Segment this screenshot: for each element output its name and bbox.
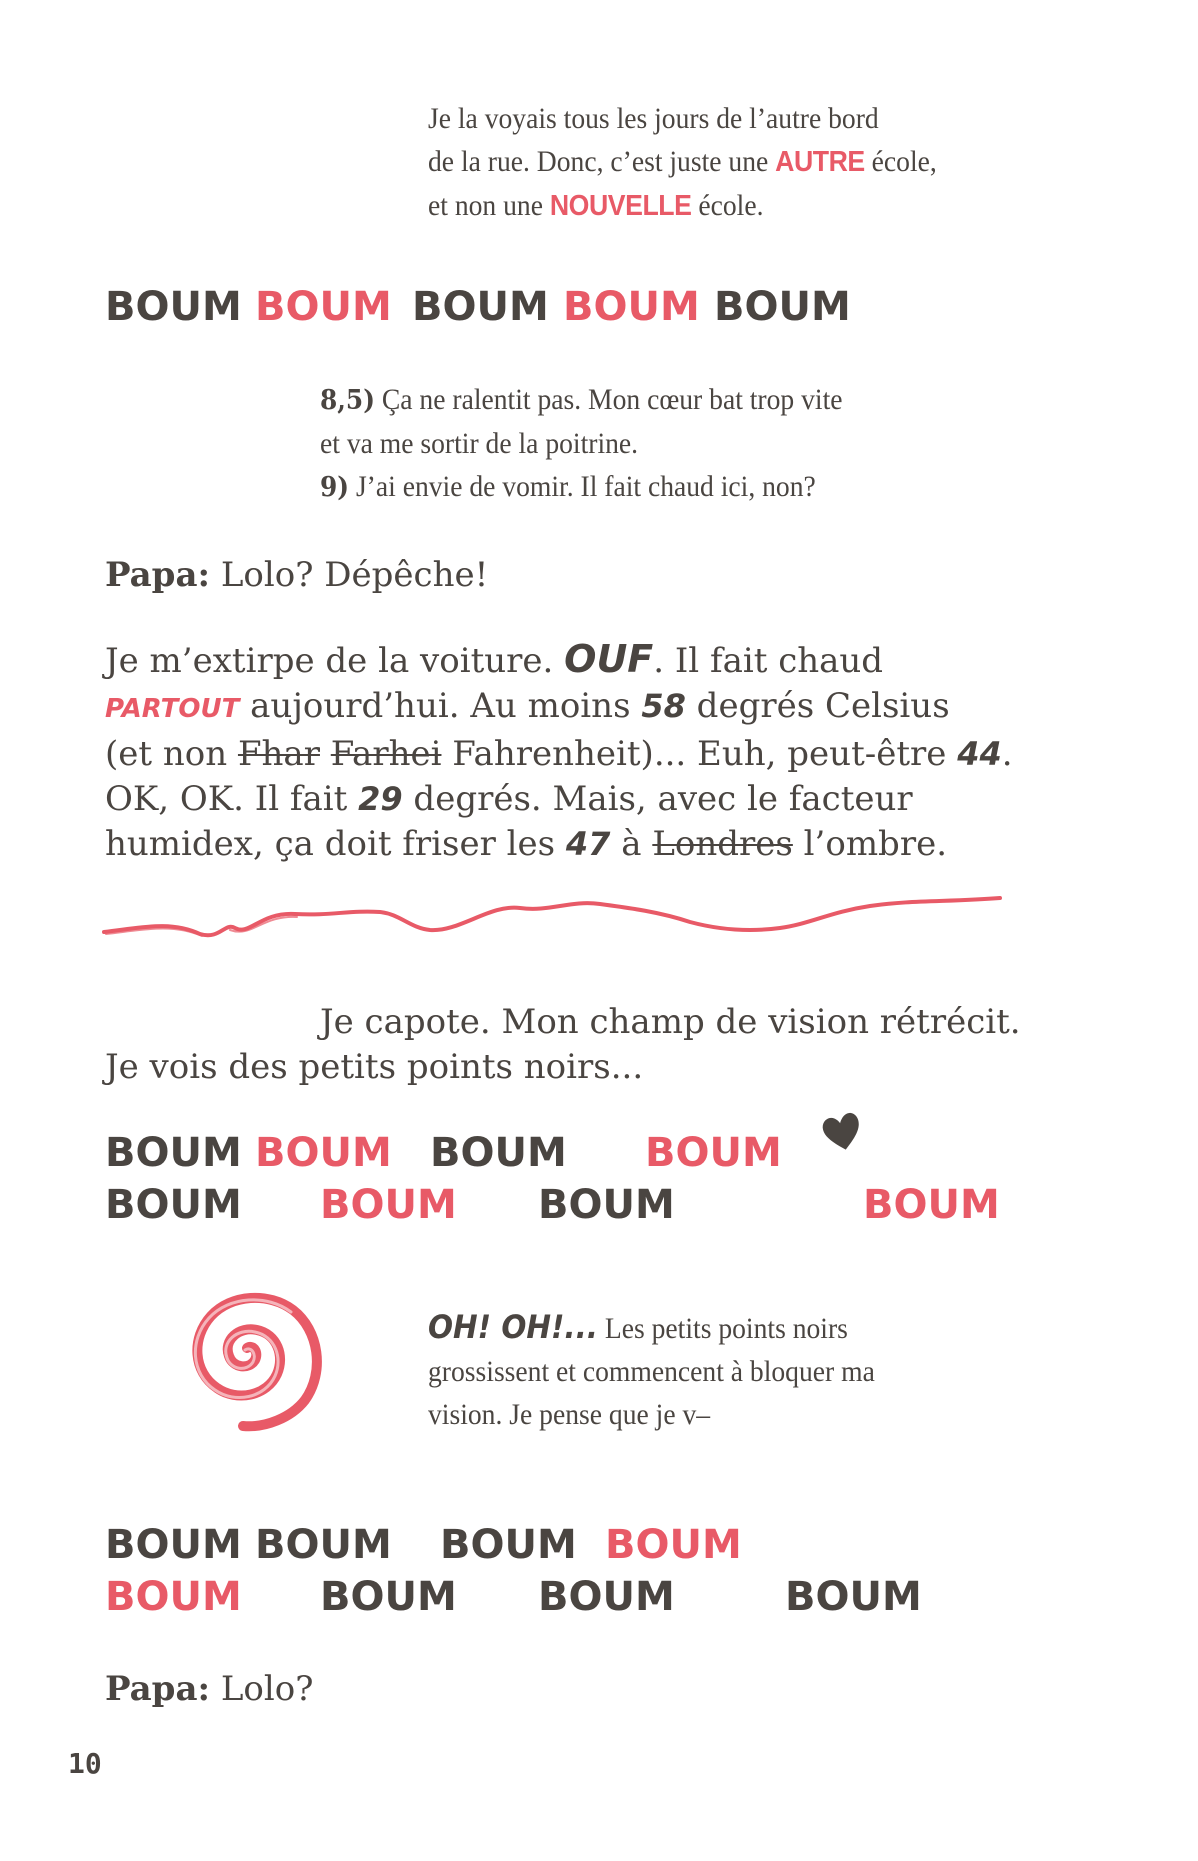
boum-word: BOUM [105,284,242,330]
para-line-5: humidex, ça doit friser les 47 à Londres l’ombre. [105,824,948,864]
boum-word: BOUM [563,284,700,330]
ohoh-line-2: grossissent et commencent à bloquer ma [428,1355,875,1388]
partout-handwritten: PARTOUT [105,694,240,724]
list-item: 8,5) Ça ne ralentit pas. Mon cœur bat trop vite [320,383,843,416]
dialog-line: Papa: Lolo? [105,1669,314,1709]
ohoh-line-3: vision. Je pense que je v– [428,1398,711,1431]
wave-divider [100,890,1005,960]
number-47: 47 [565,825,611,863]
number-44: 44 [957,735,1002,773]
boum-word: BOUM [105,1130,242,1176]
speaker: Papa: [105,1669,211,1709]
heart-icon [822,1112,862,1154]
boum-word: BOUM [430,1130,567,1176]
ohoh-line-1: OH! OH!... Les petits points noirs [428,1308,848,1346]
struck-word: Farhei [330,734,442,774]
intro-line-3: et non une NOUVELLE école. [428,189,764,222]
main-paragraph [105,637,1013,867]
boum-word: BOUM [105,1522,242,1568]
boum-word: BOUM [440,1522,577,1568]
para-line-4: OK, OK. Il fait 29 degrés. Mais, avec le facteur [105,779,913,819]
boum-word: BOUM [538,1574,675,1620]
boum-word: BOUM [645,1130,782,1176]
speaker: Papa: [105,555,211,595]
intro-line-1: Je la voyais tous les jours de l’autre bord [428,102,879,135]
ouf-handwritten: OUF [564,637,654,681]
boum-word: BOUM [412,284,549,330]
highlight-nouvelle: NOUVELLE [549,190,692,222]
highlight-autre: AUTRE [775,146,865,178]
intro-line-2: de la rue. Donc, c’est juste une AUTRE école, [428,145,937,178]
vision-line-1: Je capote. Mon champ de vision rétrécit. [320,1002,1021,1042]
boum-word: BOUM [255,1130,392,1176]
boum-word: BOUM [255,284,392,330]
ohoh-paragraph [428,1306,914,1436]
boum-word: BOUM [538,1182,675,1228]
vision-paragraph [105,1000,1021,1090]
boum-word: BOUM [714,284,851,330]
symptom-list [320,378,888,509]
intro-paragraph [428,97,981,228]
dialog-line: Papa: Lolo? Dépêche! [105,555,489,595]
para-line-2: PARTOUT aujourd’hui. Au moins 58 degrés Celsius [105,686,950,726]
ohoh-handwritten: OH! OH!... [428,1308,598,1346]
boum-word: BOUM [320,1182,457,1228]
spiral-icon [155,1268,335,1436]
para-line-1: Je m’extirpe de la voiture. OUF. Il fait chaud [105,637,884,681]
number-58: 58 [641,687,686,725]
page-number: 10 [68,1747,102,1780]
number-29: 29 [358,780,403,818]
para-line-3: (et non Fhar Farhei Fahrenheit)... Euh, peut-être 44. [105,734,1013,774]
boum-word: BOUM [105,1574,242,1620]
vision-line-2: Je vois des petits points noirs... [105,1047,644,1087]
boum-word: BOUM [785,1574,922,1620]
struck-word: Fhar [237,734,320,774]
boum-word: BOUM [255,1522,392,1568]
boum-word: BOUM [320,1574,457,1620]
boum-word: BOUM [863,1182,1000,1228]
list-item-continued: et va me sortir de la poitrine. [320,427,639,460]
list-item: 9) J’ai envie de vomir. Il fait chaud ici, non? [320,470,816,503]
boum-word: BOUM [605,1522,742,1568]
struck-word: Londres [652,824,793,864]
boum-word: BOUM [105,1182,242,1228]
